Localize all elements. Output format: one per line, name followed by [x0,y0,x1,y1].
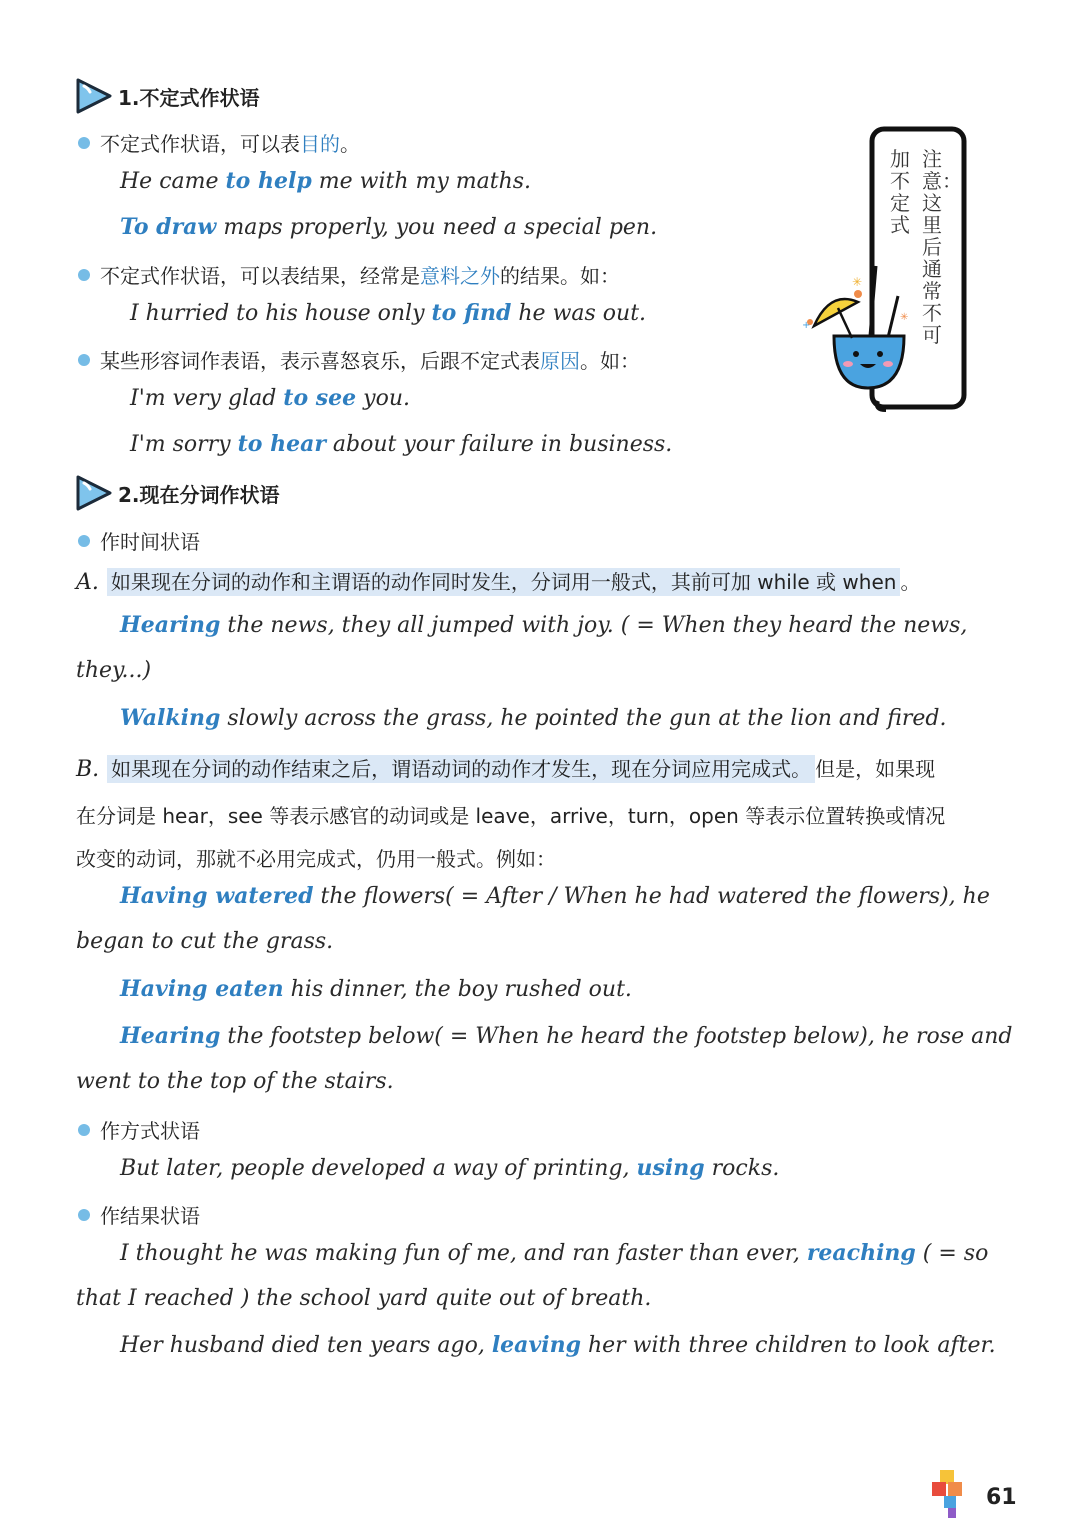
section1-title: 1.不定式作状语 [118,85,260,110]
bullet-dot [78,269,90,281]
section2-title: 2.现在分词作状语 [118,482,280,507]
bullet-dot [78,137,90,149]
bullet-time: 作时间状语 [78,526,200,555]
example-sentence: Having eaten his dinner, the boy rushed out. [120,976,632,1002]
svg-text:✳: ✳ [852,275,863,289]
section2-heading [74,473,280,513]
play-arrow-icon [74,76,114,116]
example-sentence-continued: went to the top of the stairs. [76,1069,394,1094]
example-sentence: Walking slowly across the grass, he pointed the gun at the lion and fired. [120,705,947,731]
bullet-manner: 作方式状语 [78,1115,200,1144]
section1-heading [74,76,260,116]
example-sentence: Having watered the flowers( = After / When he had watered the flowers), he [120,883,990,909]
note-text-column2: 加不定式 [890,147,910,237]
example-sentence: Hearing the footstep below( = When he heard the footstep below), he rose and [120,1023,1013,1049]
bullet-result: 不定式作状语，可以表结果，经常是 意料之外 的结果。如： [78,260,620,289]
play-arrow-icon [74,473,114,513]
note-text-column1: 注意：这里后通常不可 [922,147,962,347]
example-sentence-continued: began to cut the grass. [76,929,334,954]
note-card [800,126,970,416]
bullet-reason: 某些形容词作表语，表示喜怒哀乐，后跟不定式表 原因 。如： [78,345,640,374]
example-sentence: I'm very glad to see you. [130,385,411,411]
example-sentence: I thought he was making fun of me, and ran faster than ever, reaching ( = so [120,1240,989,1266]
example-sentence: I hurried to his house only to find he was out. [130,300,647,326]
rule-B-line3: 改变的动词，那就不必用完成式，仍用一般式。例如： [76,847,556,871]
bullet-dot [78,1209,90,1221]
example-sentence-continued: that I reached ) the school yard quite out of breath. [76,1286,652,1311]
bullet-dot [78,535,90,547]
bullet-dot [78,354,90,366]
example-sentence: I'm sorry to hear about your failure in business. [130,431,673,457]
example-sentence: Her husband died ten years ago, leaving her with three children to look after. [120,1332,996,1358]
page-logo-icon [930,1468,970,1522]
example-sentence-continued: they...) [76,658,152,683]
bullet-result2: 作结果状语 [78,1200,200,1229]
page-number: 61 [986,1485,1017,1510]
svg-text:+: + [802,320,811,331]
rule-B-line2: 在分词是 hear，see 等表示感官的动词或是 leave，arrive，turn，open 等表示位置转换或情况 [76,804,946,828]
bullet-purpose: 不定式作状语，可以表 目的 。 [78,128,360,157]
svg-text:✳: ✳ [900,312,909,323]
bullet-dot [78,1124,90,1136]
rule-B: B. 如果现在分词的动作结束之后，谓语动词的动作才发生，现在分词应用完成式。 但是，如果现 [76,757,936,782]
example-sentence: He came to help me with my maths. [120,168,532,194]
example-sentence: But later, people developed a way of printing, using rocks. [120,1155,780,1181]
example-sentence: To draw maps properly, you need a special pen. [120,214,658,240]
example-sentence: Hearing the news, they all jumped with joy. ( = When they heard the news, [120,612,968,638]
rule-A: A. 如果现在分词的动作和主谓语的动作同时发生，分词用一般式，其前可加 while 或 when 。 [76,570,921,595]
